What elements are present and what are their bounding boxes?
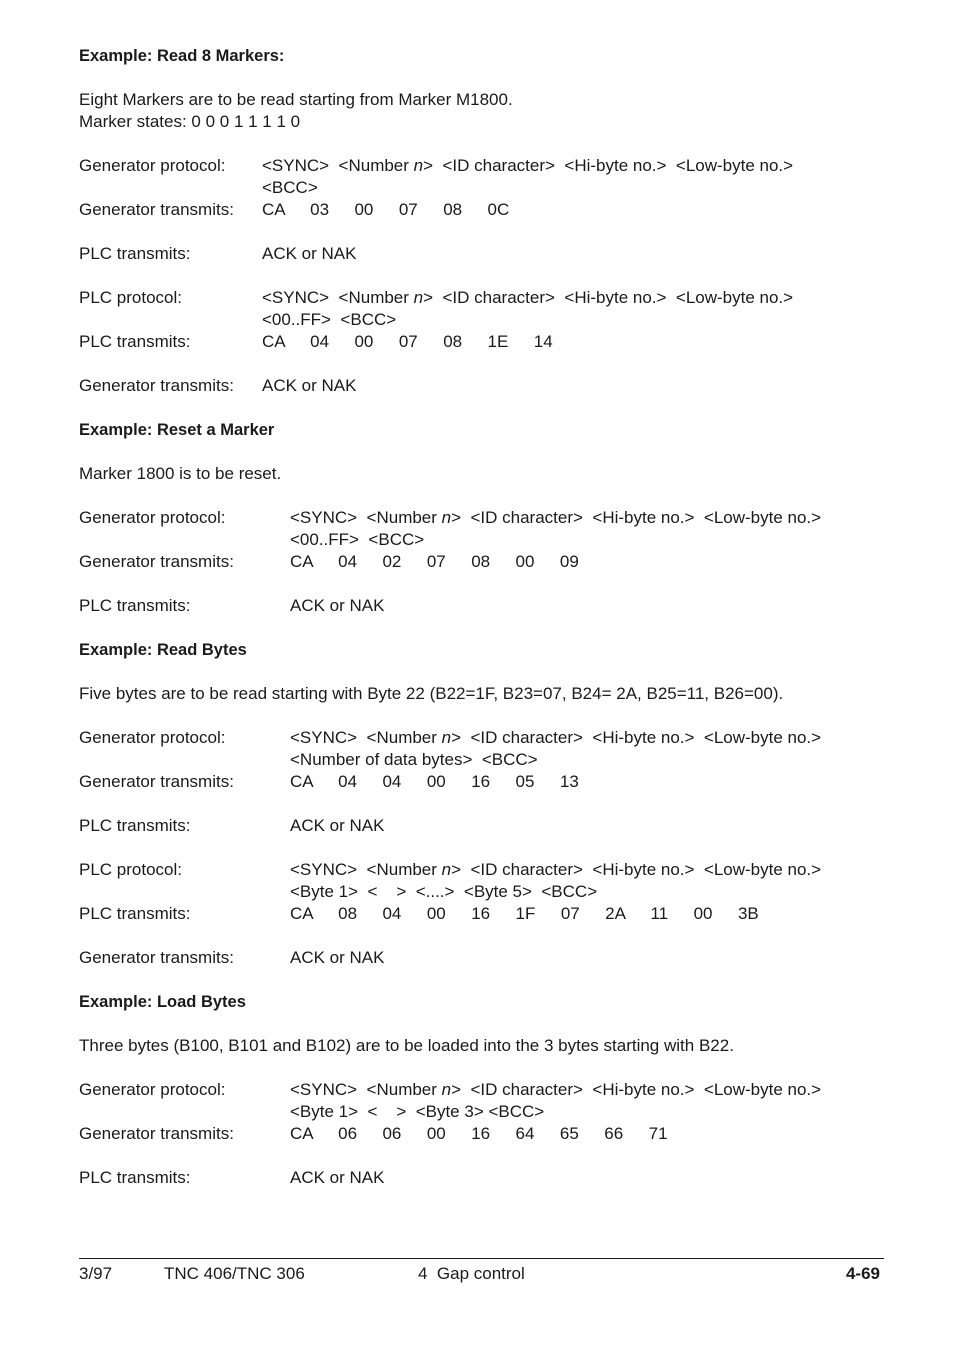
section-heading: Example: Read Bytes (79, 641, 247, 659)
transmit-row (79, 1167, 884, 1189)
transmit-row (79, 595, 884, 617)
row-value (290, 507, 884, 551)
protocol-italic: n (441, 1080, 452, 1099)
document-body (79, 45, 884, 1189)
protocol-italic: n (441, 728, 452, 747)
row-label: PLC transmits: (79, 904, 191, 923)
section-heading: Example: Reset a Marker (79, 421, 275, 439)
section-heading: Example: Load Bytes (79, 993, 246, 1011)
protocol-text: > <ID character> <Hi-byte no.> <Low-byte no.> (451, 1080, 822, 1099)
protocol-text: <SYNC> <Number (262, 288, 414, 307)
protocol-text: > <ID character> <Hi-byte no.> <Low-byte no.> (423, 156, 794, 175)
protocol-italic: n (441, 508, 452, 527)
row-label: Generator transmits: (79, 772, 234, 791)
row-label: PLC protocol: (79, 288, 182, 307)
protocol-italic: n (413, 288, 424, 307)
protocol-text: > <ID character> <Hi-byte no.> <Low-byte no.> (451, 728, 822, 747)
transmit-row (79, 815, 884, 837)
row-value: ACK or NAK (290, 948, 385, 967)
protocol-text: > <ID character> <Hi-byte no.> <Low-byte no.> (451, 508, 822, 527)
byte-sequence: CA 04 04 00 16 05 13 (290, 772, 579, 791)
row-value: ACK or NAK (290, 596, 385, 615)
section-load-bytes (79, 991, 884, 1189)
protocol-italic: n (441, 860, 452, 879)
transmit-row (79, 947, 884, 969)
row-value (262, 287, 884, 331)
protocol-line2: <Number of data bytes> <BCC> (290, 750, 538, 769)
transmit-row (79, 199, 884, 221)
protocol-line2: <00..FF> <BCC> (290, 530, 425, 549)
byte-sequence: CA 08 04 00 16 1F 07 2A 11 00 3B (290, 904, 759, 923)
protocol-text: <SYNC> <Number (290, 860, 442, 879)
transmit-row (79, 1123, 884, 1145)
protocol-text: <SYNC> <Number (262, 156, 414, 175)
protocol-row (79, 287, 884, 331)
row-label: Generator transmits: (79, 552, 234, 571)
row-label: PLC transmits: (79, 332, 191, 351)
row-label: Generator transmits: (79, 1124, 234, 1143)
protocol-line2: <00..FF> <BCC> (262, 310, 397, 329)
row-value: ACK or NAK (290, 816, 385, 835)
intro-line: Marker states: 0 0 0 1 1 1 1 0 (79, 112, 301, 131)
byte-sequence: CA 06 06 00 16 64 65 66 71 (290, 1124, 668, 1143)
row-value (290, 1079, 884, 1123)
footer-date: 3/97 (79, 1264, 113, 1283)
transmit-row (79, 375, 884, 397)
transmit-row (79, 903, 884, 925)
row-label: Generator transmits: (79, 376, 234, 395)
protocol-row (79, 1079, 884, 1123)
protocol-row (79, 155, 884, 199)
byte-sequence: CA 04 00 07 08 1E 14 (262, 332, 553, 351)
protocol-line2: <BCC> (262, 178, 318, 197)
row-label: PLC transmits: (79, 596, 191, 615)
intro-line: Marker 1800 is to be reset. (79, 464, 282, 483)
section-read-bytes (79, 639, 884, 991)
transmit-row (79, 771, 884, 793)
protocol-line2: <Byte 1> < > <....> <Byte 5> <BCC> (290, 882, 598, 901)
protocol-row (79, 507, 884, 551)
protocol-text: <SYNC> <Number (290, 728, 442, 747)
transmit-row (79, 243, 884, 265)
protocol-text: <SYNC> <Number (290, 508, 442, 527)
intro-line: Three bytes (B100, B101 and B102) are to be loaded into the 3 bytes starting with B22. (79, 1036, 734, 1055)
row-label: Generator protocol: (79, 156, 226, 175)
row-value (290, 859, 884, 903)
row-label: Generator protocol: (79, 728, 226, 747)
byte-sequence: CA 03 00 07 08 0C (262, 200, 510, 219)
row-label: Generator transmits: (79, 200, 234, 219)
row-label: PLC protocol: (79, 860, 182, 879)
protocol-row (79, 727, 884, 771)
row-value: ACK or NAK (290, 1168, 385, 1187)
row-label: Generator protocol: (79, 1080, 226, 1099)
row-label: Generator protocol: (79, 508, 226, 527)
protocol-text: > <ID character> <Hi-byte no.> <Low-byte no.> (451, 860, 822, 879)
page-footer (79, 1258, 884, 1289)
protocol-text: <SYNC> <Number (290, 1080, 442, 1099)
byte-sequence: CA 04 02 07 08 00 09 (290, 552, 579, 571)
footer-model: TNC 406/TNC 306 (164, 1264, 305, 1283)
row-value (262, 155, 884, 199)
row-label: PLC transmits: (79, 1168, 191, 1187)
section-reset-marker (79, 419, 884, 639)
protocol-italic: n (413, 156, 424, 175)
row-value: ACK or NAK (262, 376, 357, 395)
section-read-markers (79, 45, 884, 419)
intro-line: Five bytes are to be read starting with Byte 22 (B22=1F, B23=07, B24= 2A, B25=11, B26=00). (79, 684, 784, 703)
protocol-text: > <ID character> <Hi-byte no.> <Low-byte no.> (423, 288, 794, 307)
section-heading: Example: Read 8 Markers: (79, 47, 285, 65)
footer-chapter: 4 Gap control (418, 1264, 525, 1283)
row-label: PLC transmits: (79, 816, 191, 835)
protocol-row (79, 859, 884, 903)
row-label: PLC transmits: (79, 244, 191, 263)
row-value (290, 727, 884, 771)
protocol-line2: <Byte 1> < > <Byte 3> <BCC> (290, 1102, 545, 1121)
page-number: 4-69 (845, 1264, 880, 1283)
intro-line: Eight Markers are to be read starting from Marker M1800. (79, 90, 513, 109)
row-value: ACK or NAK (262, 244, 357, 263)
transmit-row (79, 331, 884, 353)
transmit-row (79, 551, 884, 573)
row-label: Generator transmits: (79, 948, 234, 967)
